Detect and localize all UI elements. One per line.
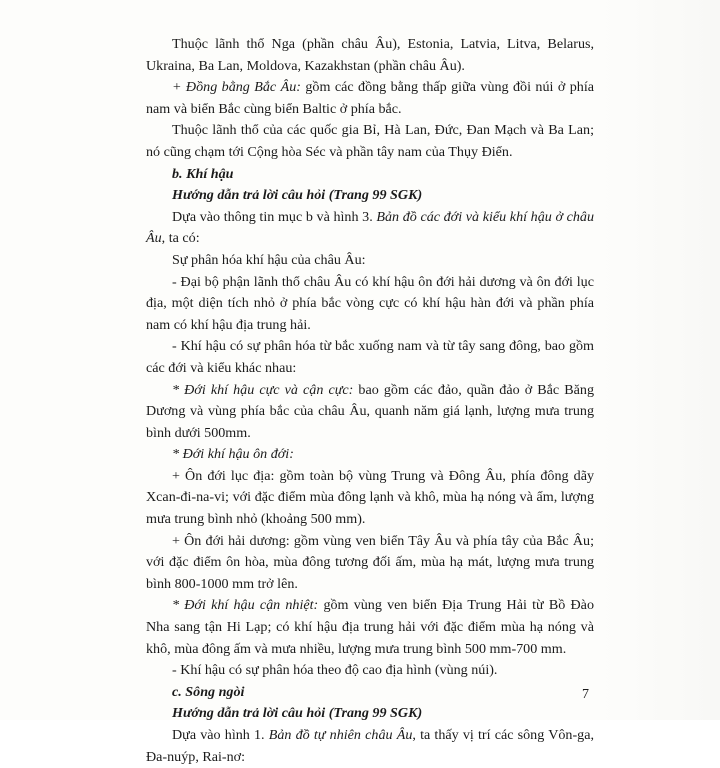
page-content [146,34,594,768]
guide-heading-rivers: Hướng dẫn trả lời câu hỏi (Trang 99 SGK) [172,705,423,722]
rivers-intro-tail: , ta thấy vị trí các sông Vôn-ga, Đa-nuýp, Rai-nơ: [146,727,594,765]
polar-zone-text: bao gồm các đảo, quần đảo ở Bắc Băng Dương và vùng phía bắc của châu Âu, quanh năm giá lạnh, lượng mưa trung bình dưới 500mm. [146,381,594,441]
climate-intro-text: Dựa vào thông tin mục b và hình 3. [172,208,377,225]
heading-climate: b. Khí hậu [172,165,234,182]
northern-plain-label: + Đồng bằng Bắc Âu: [172,79,301,96]
northern-plain-text: gồm các đồng bằng thấp giữa vùng đồi núi ở phía nam và biển Bắc cùng biển Baltic ở phía bắc. [146,79,594,117]
page-bleed-shadow [600,0,720,720]
subtropical-zone-text: gồm vùng ven biển Địa Trung Hải từ Bồ Đào Nha sang tận Hi Lạp; có khí hậu địa trung hải với đặc điểm mùa hạ nóng và khô, mùa đông ấm và mưa nhiều, lượng mưa trung bình 500 mm-700 mm. [146,597,594,657]
paragraph-temperate-zone: * Đới khí hậu ôn đới: [172,446,294,463]
climate-map-title: Bản đồ các đới và kiểu khí hậu ở châu Âu [146,208,594,247]
paragraph-oceanic-temperate: + Ôn đới hải dương: gồm vùng ven biển Tây Âu và phía tây của Bắc Âu; với đặc điểm ôn hòa, mùa đông tương đối ấm, mùa hạ mát, lượng mưa trung bình 800-1000 mm trở lên. [146,532,594,592]
paragraph-altitude-variation: - Khí hậu có sự phân hóa theo độ cao địa hình (vùng núi). [172,662,498,679]
paragraph-climate-differentiation: Sự phân hóa khí hậu của châu Âu: [172,251,366,268]
paragraph-continental-temperate: + Ôn đới lục địa: gồm toàn bộ vùng Trung và Đông Âu, phía đông dãy Xcan-đi-na-vi; với đặc điểm mùa đông lạnh và khô, mùa hạ nóng và ẩm, lượng mưa trung bình nhỏ (khoảng 500 mm). [146,467,594,528]
paragraph-subtropical-zone [146,595,594,660]
page-number: 7 [582,687,589,702]
paragraph-northern-plain [146,77,594,120]
paragraph-climate-variation: - Khí hậu có sự phân hóa từ bắc xuống nam và từ tây sang đông, bao gồm các đới và kiểu khác nhau: [146,338,594,376]
paragraph-northern-plain-countries: Thuộc lãnh thổ của các quốc gia Bỉ, Hà Lan, Đức, Đan Mạch và Ba Lan; nó cũng chạm tới Cộng hòa Séc và phần tây nam của Thụy Điển. [146,122,594,160]
polar-zone-label: * Đới khí hậu cực và cận cực: [172,381,354,398]
climate-intro-tail: , ta có: [161,230,200,247]
paragraph-climate-main: - Đại bộ phận lãnh thổ châu Âu có khí hậu ôn đới hải dương và ôn đới lục địa, một diện tích nhỏ ở phía bắc vòng cực có khí hậu hàn đới và phần phía nam có khí hậu địa trung hải. [146,273,594,333]
subtropical-zone-label: * Đới khí hậu cận nhiệt: [172,597,319,614]
heading-rivers: c. Sông ngòi [172,683,245,700]
paragraph-climate-intro [146,207,594,250]
paragraph-polar-zone [146,380,594,445]
guide-heading-climate: Hướng dẫn trả lời câu hỏi (Trang 99 SGK) [172,187,423,204]
rivers-intro-text: Dựa vào hình 1. [172,727,269,743]
natural-map-title: Bản đồ tự nhiên châu Âu [268,727,413,743]
paragraph-rivers-intro [146,725,594,768]
paragraph-eastern-europe-countries: Thuộc lãnh thổ Nga (phần châu Âu), Estonia, Latvia, Litva, Belarus, Ukraina, Ba Lan, Moldova, Kazakhstan (phần châu Âu). [146,36,594,74]
